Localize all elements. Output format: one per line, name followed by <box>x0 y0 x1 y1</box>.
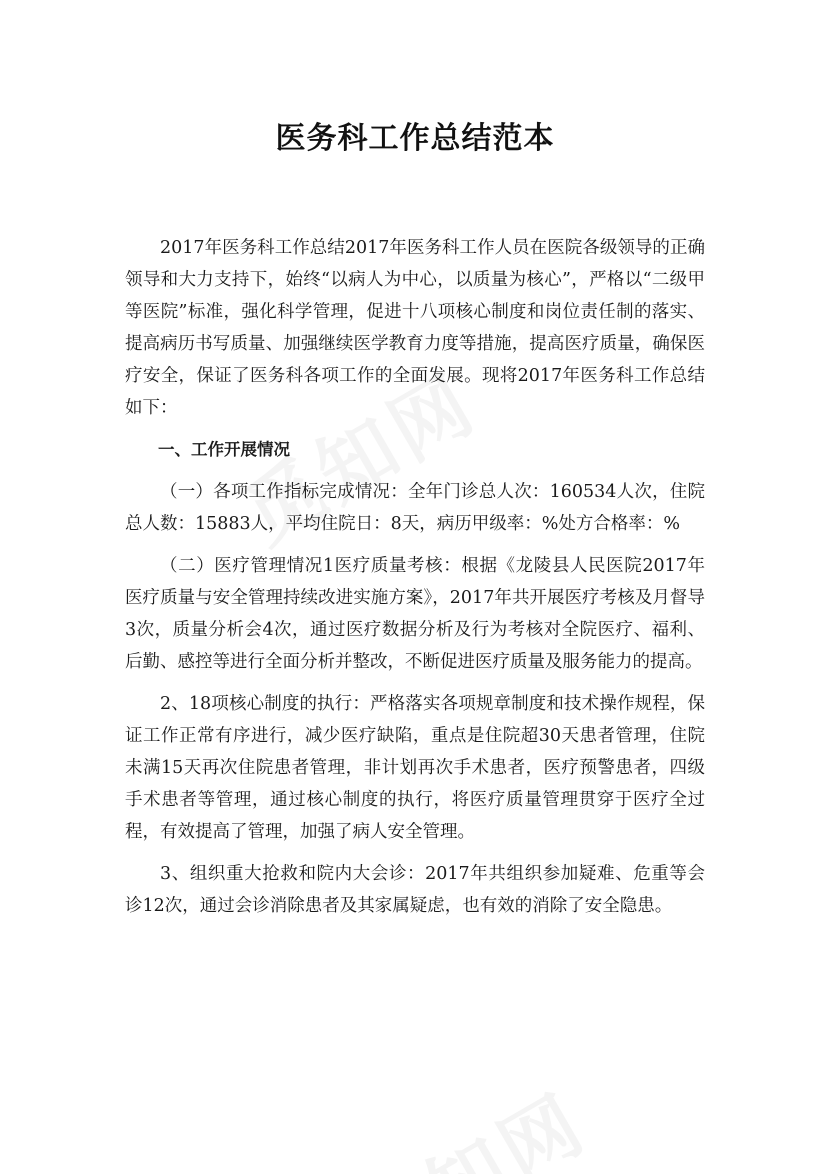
paragraph-consultation: 3、组织重大抢救和院内大会诊：2017年共组织参加疑难、危重等会诊12次，通过会诊消除患者及其家属疑虑，也有效的消除了安全隐患。 <box>125 864 705 916</box>
section-heading: 一、工作开展情况 <box>158 440 290 459</box>
watermark-bottom <box>330 1038 690 1174</box>
document-body <box>125 232 705 932</box>
intro-paragraph: 2017年医务科工作总结2017年医务科工作人员在医院各级领导的正确领导和大力支持下，始终“以病人为中心，以质量为核心”，严格以“二级甲等医院”标准，强化科学管理，促进十八项核心制度和岗位责任制的落实、提高病历书写质量、加强继续医学教育力度等措施，提高医疗质量，确保医疗安全，保证了医务科各项工作的全面发展。现将2017年医务科工作总结如下： <box>125 238 705 418</box>
paragraph-indicators: （一）各项工作指标完成情况：全年门诊总人次：160534人次，住院总人数：15883人，平均住院日：8天，病历甲级率：%处方合格率：% <box>125 482 705 534</box>
paragraph-medical-management: （二）医疗管理情况1医疗质量考核：根据《龙陵县人民医院2017年医疗质量与安全管理持续改进实施方案》，2017年共开展医疗考核及月督导3次，质量分析会4次，通过医疗数据分析及行为考核对全院医疗、福利、后勤、感控等进行全面分析并整改，不断促进医疗质量及服务能力的提高。 <box>125 556 705 672</box>
page-title: 医务科工作总结范本 <box>275 121 555 156</box>
paragraph-core-systems: 2、18项核心制度的执行：严格落实各项规章制度和技术操作规程，保证工作正常有序进行，减少医疗缺陷，重点是住院超30天患者管理，住院未满15天再次住院患者管理，非计划再次手术患者，医疗预警患者，四级手术患者等管理，通过核心制度的执行，将医疗质量管理贯穿于医疗全过程，有效提高了管理，加强了病人安全管理。 <box>125 694 705 842</box>
